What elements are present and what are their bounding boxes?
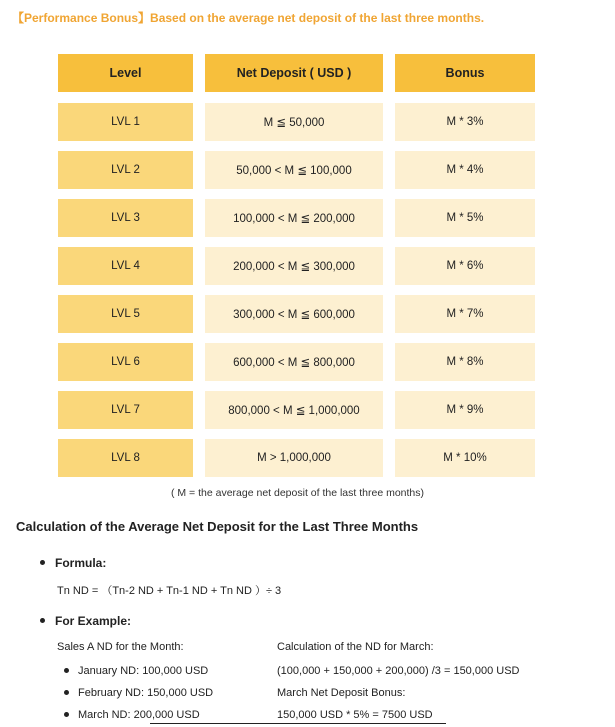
bullet-icon	[64, 712, 69, 717]
bonus-cell: M * 4%	[395, 151, 535, 189]
bonus-cell: M * 9%	[395, 391, 535, 429]
deposit-cell: M ≦ 50,000	[205, 103, 383, 141]
bonus-expression: 150,000 USD * 5% = 7500 USD	[277, 709, 433, 721]
bullet-icon	[64, 668, 69, 673]
level-cell: LVL 1	[58, 103, 193, 141]
deposit-cell: 600,000 < M ≦ 800,000	[205, 343, 383, 381]
bonus-cell: M * 7%	[395, 295, 535, 333]
header-bonus: Bonus	[395, 54, 535, 92]
formula-label: Formula:	[55, 556, 107, 570]
bonus-label: March Net Deposit Bonus:	[277, 687, 406, 699]
header-net-deposit: Net Deposit ( USD )	[205, 54, 383, 92]
bonus-cell: M * 5%	[395, 199, 535, 237]
header-level: Level	[58, 54, 193, 92]
deposit-cell: 800,000 < M ≦ 1,000,000	[205, 391, 383, 429]
deposit-cell: M > 1,000,000	[205, 439, 383, 477]
bonus-cell: M * 8%	[395, 343, 535, 381]
month-value: January ND: 100,000 USD	[78, 665, 209, 677]
level-cell: LVL 5	[58, 295, 193, 333]
level-cell: LVL 2	[58, 151, 193, 189]
underline-divider	[150, 723, 446, 724]
sales-label: Sales A ND for the Month:	[57, 641, 184, 653]
level-cell: LVL 8	[58, 439, 193, 477]
month-value: March ND: 200,000 USD	[78, 709, 200, 721]
example-label: For Example:	[55, 614, 132, 628]
level-cell: LVL 4	[58, 247, 193, 285]
level-cell: LVL 3	[58, 199, 193, 237]
bonus-cell: M * 6%	[395, 247, 535, 285]
calculation-heading: Calculation of the Average Net Deposit for the Last Three Months	[16, 519, 419, 534]
list-item	[64, 709, 200, 721]
example-bullet	[40, 614, 131, 628]
deposit-cell: 100,000 < M ≦ 200,000	[205, 199, 383, 237]
formula-bullet	[40, 556, 106, 570]
deposit-cell: 200,000 < M ≦ 300,000	[205, 247, 383, 285]
list-item	[64, 687, 213, 699]
bonus-cell: M * 10%	[395, 439, 535, 477]
level-cell: LVL 7	[58, 391, 193, 429]
bullet-icon	[40, 560, 45, 565]
calc-expression: (100,000 + 150,000 + 200,000) /3 = 150,000 USD	[277, 665, 520, 677]
page-title: 【Performance Bonus】Based on the average net deposit of the last three months.	[12, 11, 485, 25]
formula-text: Tn ND = （Tn-2 ND + Tn-1 ND + Tn ND ）÷ 3	[57, 585, 282, 597]
bullet-icon	[40, 618, 45, 623]
list-item	[64, 665, 208, 677]
bullet-icon	[64, 690, 69, 695]
bonus-cell: M * 3%	[395, 103, 535, 141]
table-footnote: ( M = the average net deposit of the last three months)	[170, 487, 424, 499]
deposit-cell: 50,000 < M ≦ 100,000	[205, 151, 383, 189]
deposit-cell: 300,000 < M ≦ 600,000	[205, 295, 383, 333]
month-value: February ND: 150,000 USD	[78, 687, 214, 699]
calc-label: Calculation of the ND for March:	[277, 641, 434, 653]
level-cell: LVL 6	[58, 343, 193, 381]
